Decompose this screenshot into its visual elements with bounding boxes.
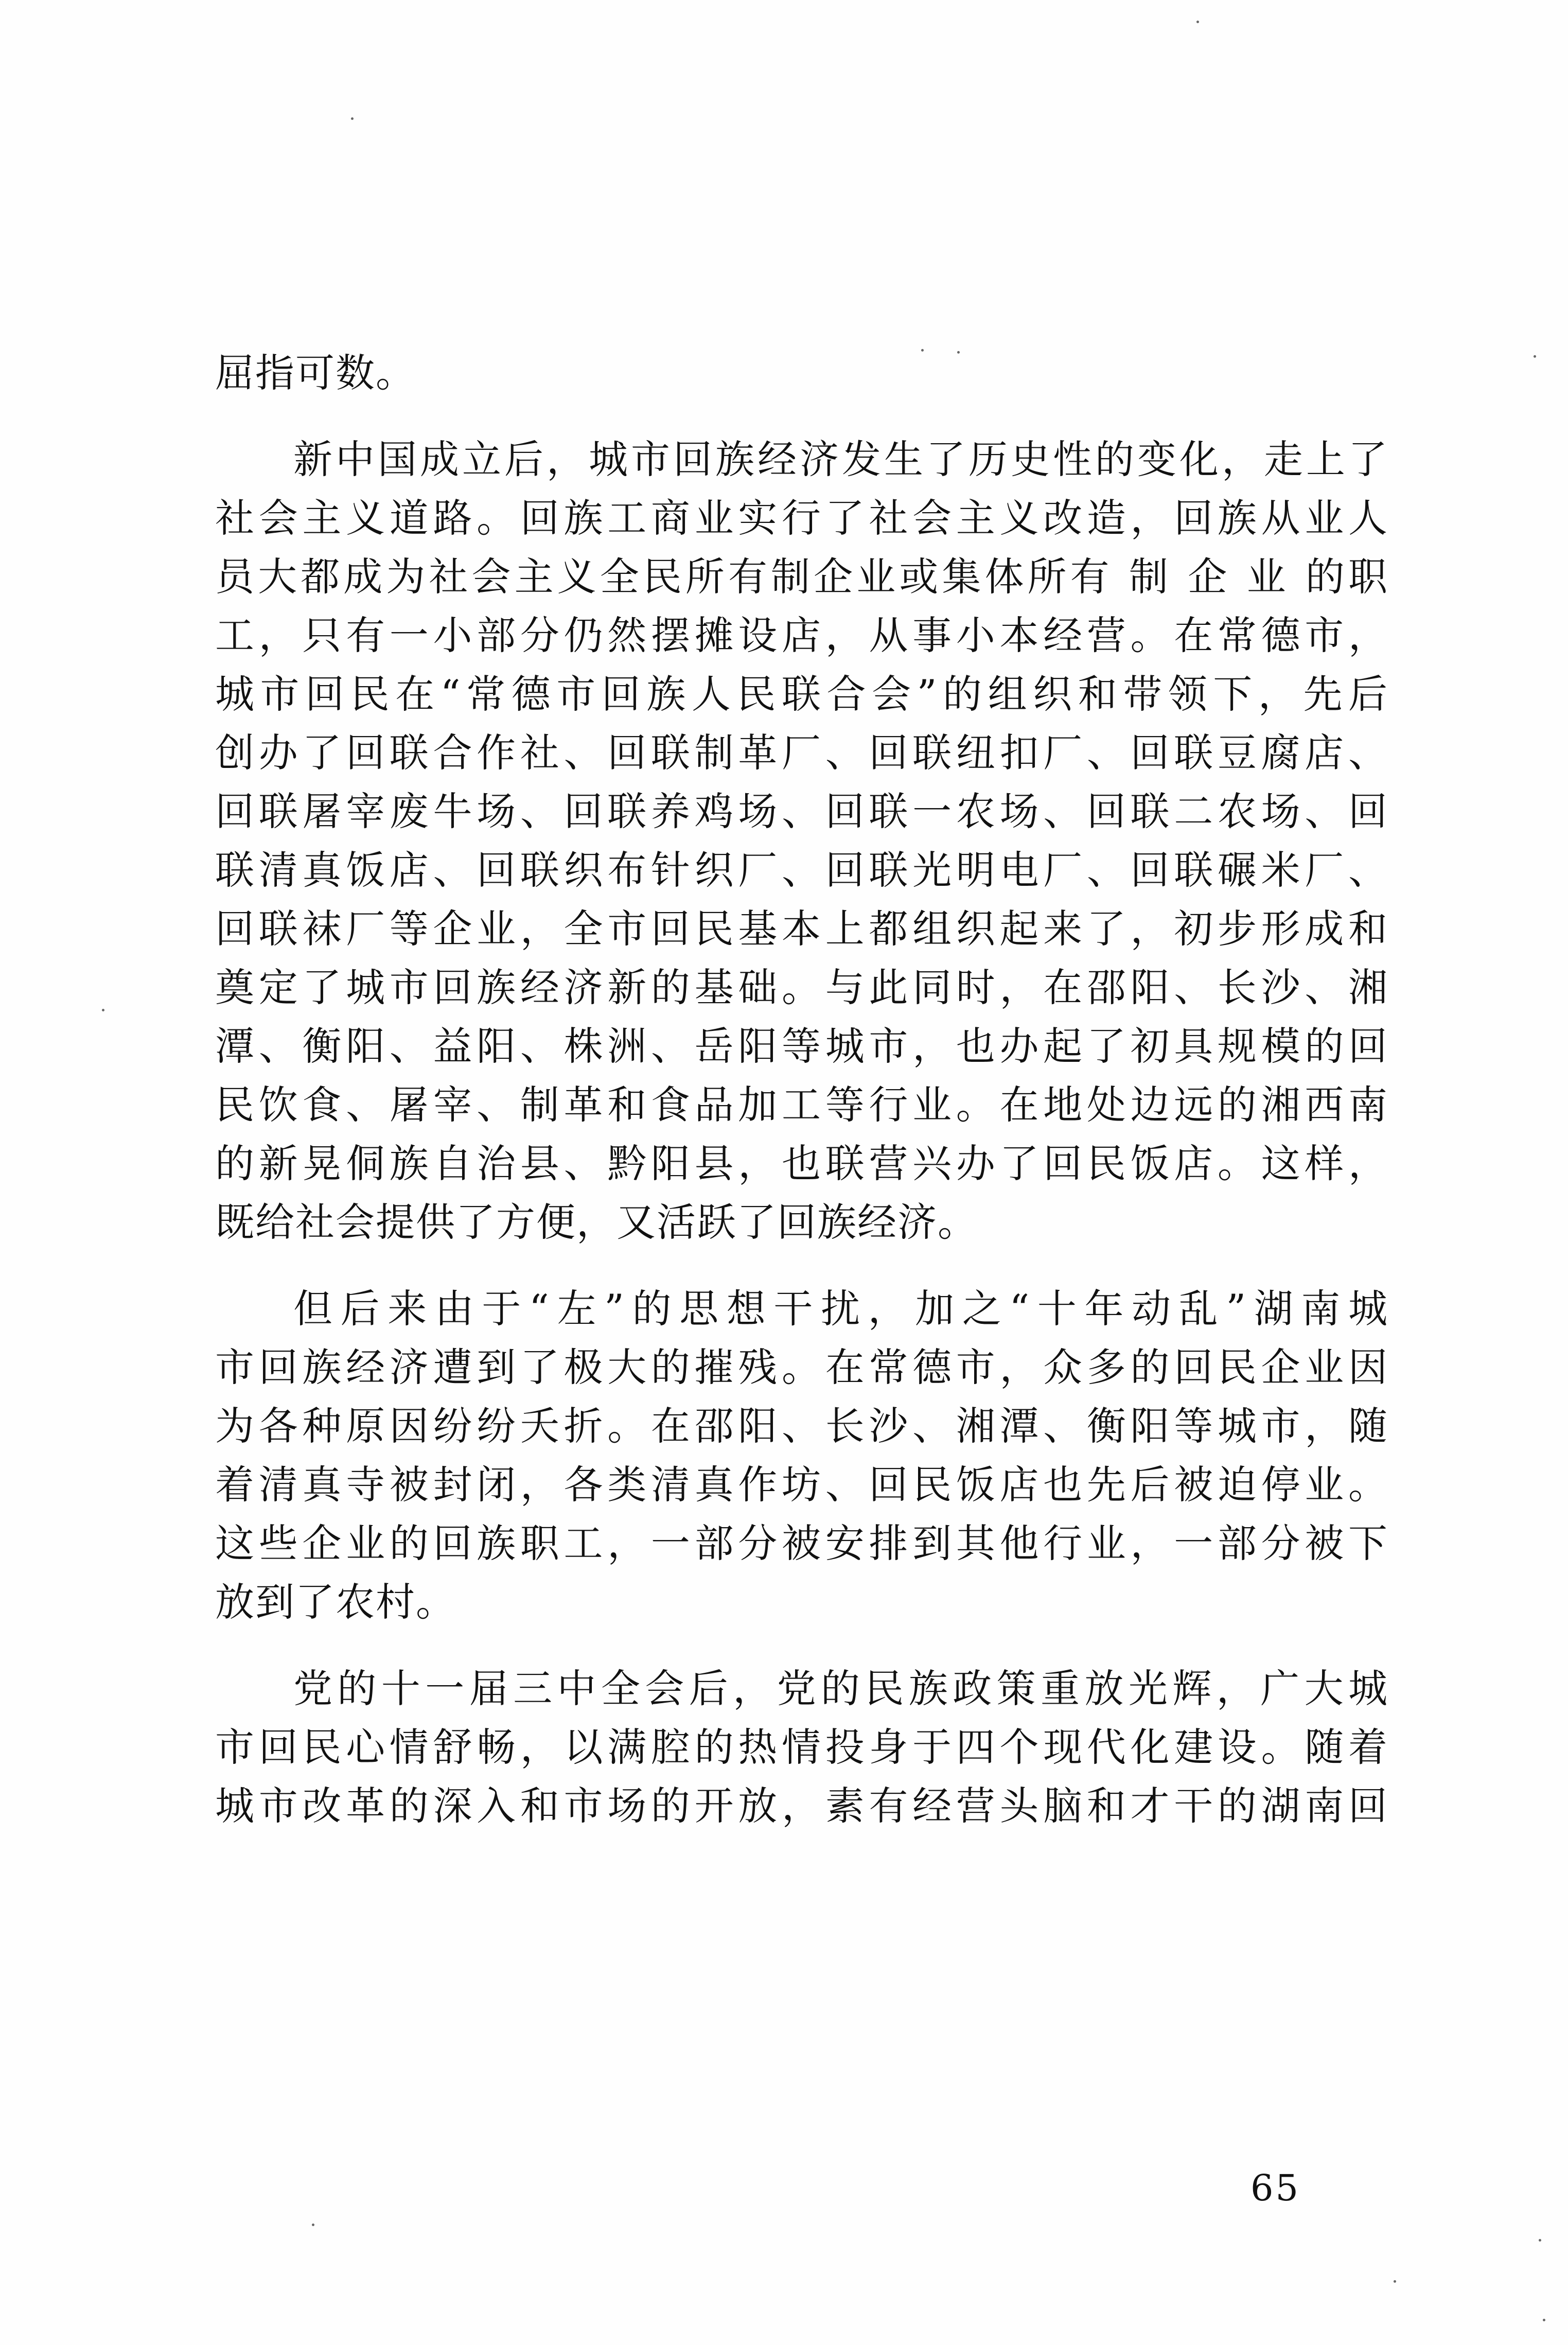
text-line: 的新晃侗族自治县、黔阳县，也联营兴办了回民饭店。这样， (215, 1141, 1388, 1186)
scan-speck (1196, 21, 1199, 23)
text-line: 工，只有一小部分仍然摆摊设店，从事小本经营。在常德市， (215, 612, 1388, 658)
scan-speck (921, 349, 924, 352)
scan-speck (957, 351, 960, 354)
text-line: 屈指可数。 (215, 350, 416, 396)
scan-speck (351, 117, 354, 120)
scan-speck (1543, 2319, 1545, 2321)
text-line: 城市改革的深入和市场的开放，素有经营头脑和才干的湖南回 (215, 1783, 1388, 1829)
text-line: 市回民心情舒畅，以满腔的热情投身于四个现代化建设。随着 (215, 1724, 1388, 1770)
text-line: 民饮食、屠宰、制革和食品加工等行业。在地处边远的湘西南 (215, 1082, 1388, 1128)
text-line: 回联屠宰废牛场、回联养鸡场、回联一农场、回联二农场、回 (215, 789, 1388, 834)
text-line: 着清真寺被封闭，各类清真作坊、回民饭店也先后被迫停业。 (215, 1462, 1388, 1508)
scan-speck (1394, 2280, 1396, 2283)
body-text (215, 344, 1388, 1835)
text-line: 社会主义道路。回族工商业实行了社会主义改造，回族从业人 (215, 495, 1388, 541)
text-line: 奠定了城市回族经济新的基础。与此同时，在邵阳、长沙、湘 (215, 965, 1388, 1010)
page-number: 65 (1250, 2167, 1301, 2209)
scan-speck (102, 1009, 104, 1011)
text-line: 联清真饭店、回联织布针织厂、回联光明电厂、回联碾米厂、 (215, 847, 1388, 893)
text-line: 新中国成立后，城市回族经济发生了历史性的变化，走上了 (293, 436, 1388, 482)
text-line: 这些企业的回族职工，一部分被安排到其他行业，一部分被下 (215, 1520, 1388, 1566)
scan-speck (1539, 2239, 1541, 2242)
text-line: 为各种原因纷纷夭折。在邵阳、长沙、湘潭、衡阳等城市，随 (215, 1403, 1388, 1449)
scan-speck (312, 2224, 314, 2226)
text-line: 既给社会提供了方便，又活跃了回族经济。 (215, 1199, 978, 1245)
text-line: 回联袜厂等企业，全市回民基本上都组织起来了，初步形成和 (215, 906, 1388, 952)
text-line: 员大都成为社会主义全民所有制企业或集体所有 制 企 业 的职 (215, 554, 1388, 600)
text-line: 潭、衡阳、益阳、株洲、岳阳等城市，也办起了初具规模的回 (215, 1023, 1388, 1069)
text-line: 党的十一届三中全会后，党的民族政策重放光辉，广大城 (293, 1666, 1388, 1711)
text-line: 但后来由于“左”的思想干扰，加之“十年动乱”湖南城 (293, 1286, 1388, 1332)
text-line: 创办了回联合作社、回联制革厂、回联纽扣厂、回联豆腐店、 (215, 730, 1388, 776)
text-line: 市回族经济遭到了极大的摧残。在常德市，众多的回民企业因 (215, 1344, 1388, 1390)
text-line: 城市回民在“常德市回族人民联合会”的组织和带领下，先后 (215, 671, 1388, 717)
text-line: 放到了农村。 (215, 1579, 456, 1625)
scan-speck (1534, 355, 1536, 358)
